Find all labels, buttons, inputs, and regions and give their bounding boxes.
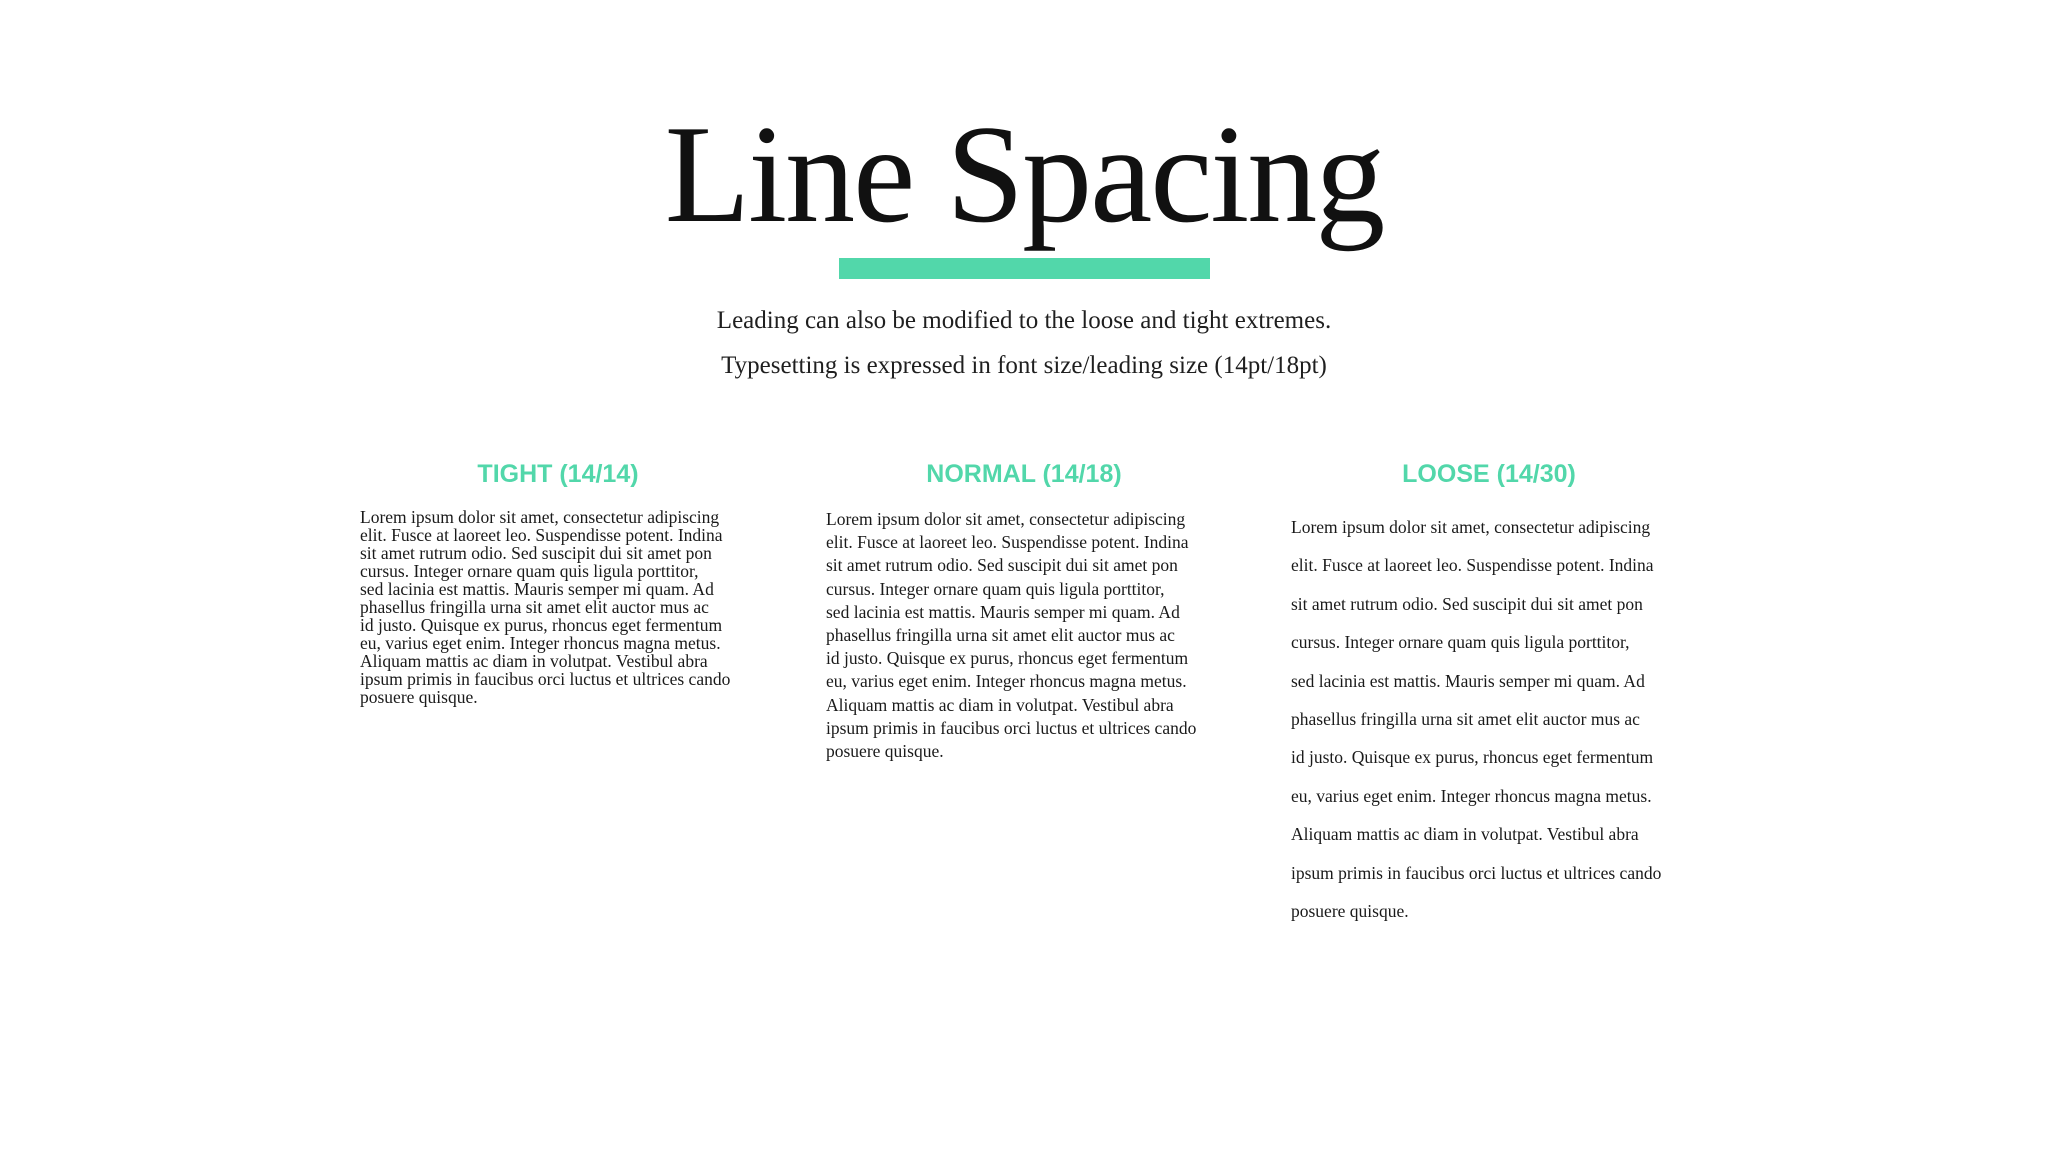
normal-paragraph (826, 508, 1232, 763)
paragraph-line: elit. Fusce at laoreet leo. Suspendisse potent. Indina (826, 532, 1189, 553)
paragraph-line: Lorem ipsum dolor sit amet, consectetur adipiscing (1291, 517, 1651, 537)
tight-paragraph (360, 508, 766, 706)
paragraph-line: posuere quisque. (1291, 901, 1409, 922)
normal-heading: NORMAL (14/18) (926, 460, 1122, 488)
paragraph-line: id justo. Quisque ex purus, rhoncus eget fermentum (360, 615, 723, 635)
loose-paragraph (1291, 508, 1697, 930)
loose-heading: LOOSE (14/30) (1402, 460, 1576, 488)
paragraph-line: posuere quisque. (360, 687, 478, 707)
paragraph-line: cursus. Integer ornare quam quis ligula porttitor, (360, 561, 699, 581)
paragraph-line: cursus. Integer ornare quam quis ligula porttitor, (1291, 632, 1630, 653)
paragraph-line: eu, varius eget enim. Integer rhoncus magna metus. (360, 633, 721, 653)
title-underline-bar (839, 258, 1210, 279)
paragraph-line: eu, varius eget enim. Integer rhoncus magna metus. (826, 671, 1187, 692)
paragraph-line: sit amet rutrum odio. Sed suscipit dui sit amet pon (1291, 593, 1643, 614)
paragraph-line: Aliquam mattis ac diam in volutpat. Vestibul abra (826, 694, 1174, 715)
paragraph-line: Lorem ipsum dolor sit amet, consectetur adipiscing (360, 507, 720, 527)
paragraph-line: sit amet rutrum odio. Sed suscipit dui sit amet pon (826, 555, 1178, 576)
paragraph-line: sed lacinia est mattis. Mauris semper mi quam. Ad (1291, 670, 1645, 691)
paragraph-line: Aliquam mattis ac diam in volutpat. Vestibul abra (1291, 824, 1639, 845)
tight-heading: TIGHT (14/14) (477, 460, 639, 488)
slide-title: Line Spacing (664, 97, 1384, 252)
subtitle-line-1: Leading can also be modified to the loose and tight extremes. (716, 307, 1332, 334)
paragraph-line: sed lacinia est mattis. Mauris semper mi quam. Ad (360, 579, 714, 599)
paragraph-line: phasellus fringilla urna sit amet elit auctor mus ac (1291, 709, 1640, 730)
paragraph-line: sed lacinia est mattis. Mauris semper mi quam. Ad (826, 601, 1180, 622)
paragraph-line: elit. Fusce at laoreet leo. Suspendisse potent. Indina (360, 525, 723, 545)
paragraph-line: ipsum primis in faucibus orci luctus et ultrices cando (1291, 862, 1662, 883)
paragraph-line: eu, varius eget enim. Integer rhoncus magna metus. (1291, 785, 1652, 806)
paragraph-line: ipsum primis in faucibus orci luctus et ultrices cando (826, 717, 1197, 738)
paragraph-line: cursus. Integer ornare quam quis ligula porttitor, (826, 578, 1165, 599)
paragraph-line: phasellus fringilla urna sit amet elit auctor mus ac (360, 597, 709, 617)
paragraph-line: elit. Fusce at laoreet leo. Suspendisse potent. Indina (1291, 555, 1654, 576)
paragraph-line: sit amet rutrum odio. Sed suscipit dui sit amet pon (360, 543, 712, 563)
subtitle-line-2: Typesetting is expressed in font size/leading size (14pt/18pt) (721, 352, 1327, 379)
paragraph-line: Aliquam mattis ac diam in volutpat. Vestibul abra (360, 651, 708, 671)
paragraph-line: id justo. Quisque ex purus, rhoncus eget fermentum (1291, 747, 1654, 768)
paragraph-line: Lorem ipsum dolor sit amet, consectetur adipiscing (826, 509, 1186, 529)
paragraph-line: ipsum primis in faucibus orci luctus et ultrices cando (360, 669, 731, 689)
paragraph-line: id justo. Quisque ex purus, rhoncus eget fermentum (826, 648, 1189, 669)
paragraph-line: phasellus fringilla urna sit amet elit auctor mus ac (826, 625, 1175, 646)
paragraph-line: posuere quisque. (826, 741, 944, 762)
